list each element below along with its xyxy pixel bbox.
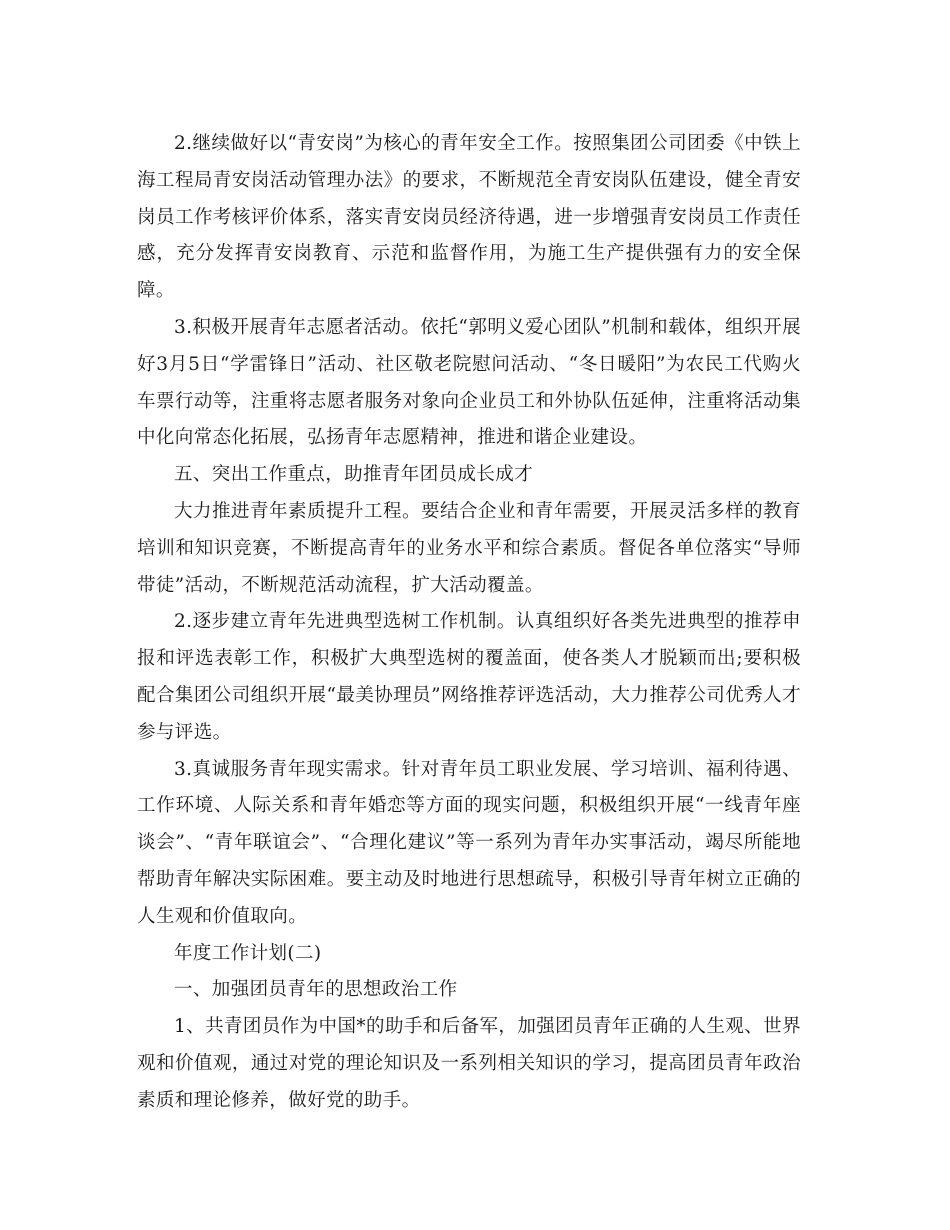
paragraph-serve-youth: 3.真诚服务青年现实需求。针对青年员工职业发展、学习培训、福利待遇、工作环境、人际关系和青年婚恋等方面的现实问题，积极组织开展“一线青年座谈会”、“青年联谊会”、“合理化建议”等一系列为青年办实事活动，竭尽所能地帮助青年解决实际困难。要主动及时地进行思想疏导，积极引导青年树立正确的人生观和价值取向。 <box>137 758 801 927</box>
paragraph-volunteer: 3.积极开展青年志愿者活动。依托“郭明义爱心团队”机制和载体，组织开展好3月5日“学雷锋日”活动、社区敬老院慰问活动、“冬日暖阳”为农民工代购火车票行动等，注重将志愿者服务对象向企业员工和外协队伍延伸，注重将活动集中化向常态化拓展，弘扬青年志愿精神，推进和谐企业建设。 <box>137 316 801 449</box>
section-heading-five: 五、突出工作重点，助推青年团员成长成才 <box>174 464 534 486</box>
paragraph-advanced-model: 2.逐步建立青年先进典型选树工作机制。认真组织好各类先进典型的推荐申报和评选表彰工作，积极扩大典型选树的覆盖面，使各类人才脱颖而出;要积极配合集团公司组织开展“最美协理员”网络推荐评选活动，大力推荐公司优秀人才参与评选。 <box>137 611 801 743</box>
section-heading-one: 一、加强团员青年的思想政治工作 <box>174 979 458 1001</box>
paragraph-ideology: 1、共青团员作为中国*的助手和后备军，加强团员青年正确的人生观、世界观和价值观，通过对党的理论知识及一系列相关知识的学习，提高团员青年政治素质和理论修养，做好党的助手。 <box>137 1016 801 1111</box>
section-title-plan-two: 年度工作计划(二) <box>174 942 322 964</box>
paragraph-qinganggang: 2.继续做好以“青安岗”为核心的青年安全工作。按照集团公司团委《中铁上海工程局青安岗活动管理办法》的要求，不断规范全青安岗队伍建设，健全青安岗员工作考核评价体系，落实青安岗员经济待遇，进一步增强青安岗员工作责任感，充分发挥青安岗教育、示范和监督作用，为施工生产提供强有力的安全保障。 <box>137 133 801 302</box>
document-body <box>137 126 801 1120</box>
paragraph-quality-project: 大力推进青年素质提升工程。要结合企业和青年需要，开展灵活多样的教育培训和知识竞赛，不断提高青年的业务水平和综合素质。督促各单位落实“导师带徒”活动，不断规范活动流程，扩大活动覆盖。 <box>137 500 801 596</box>
